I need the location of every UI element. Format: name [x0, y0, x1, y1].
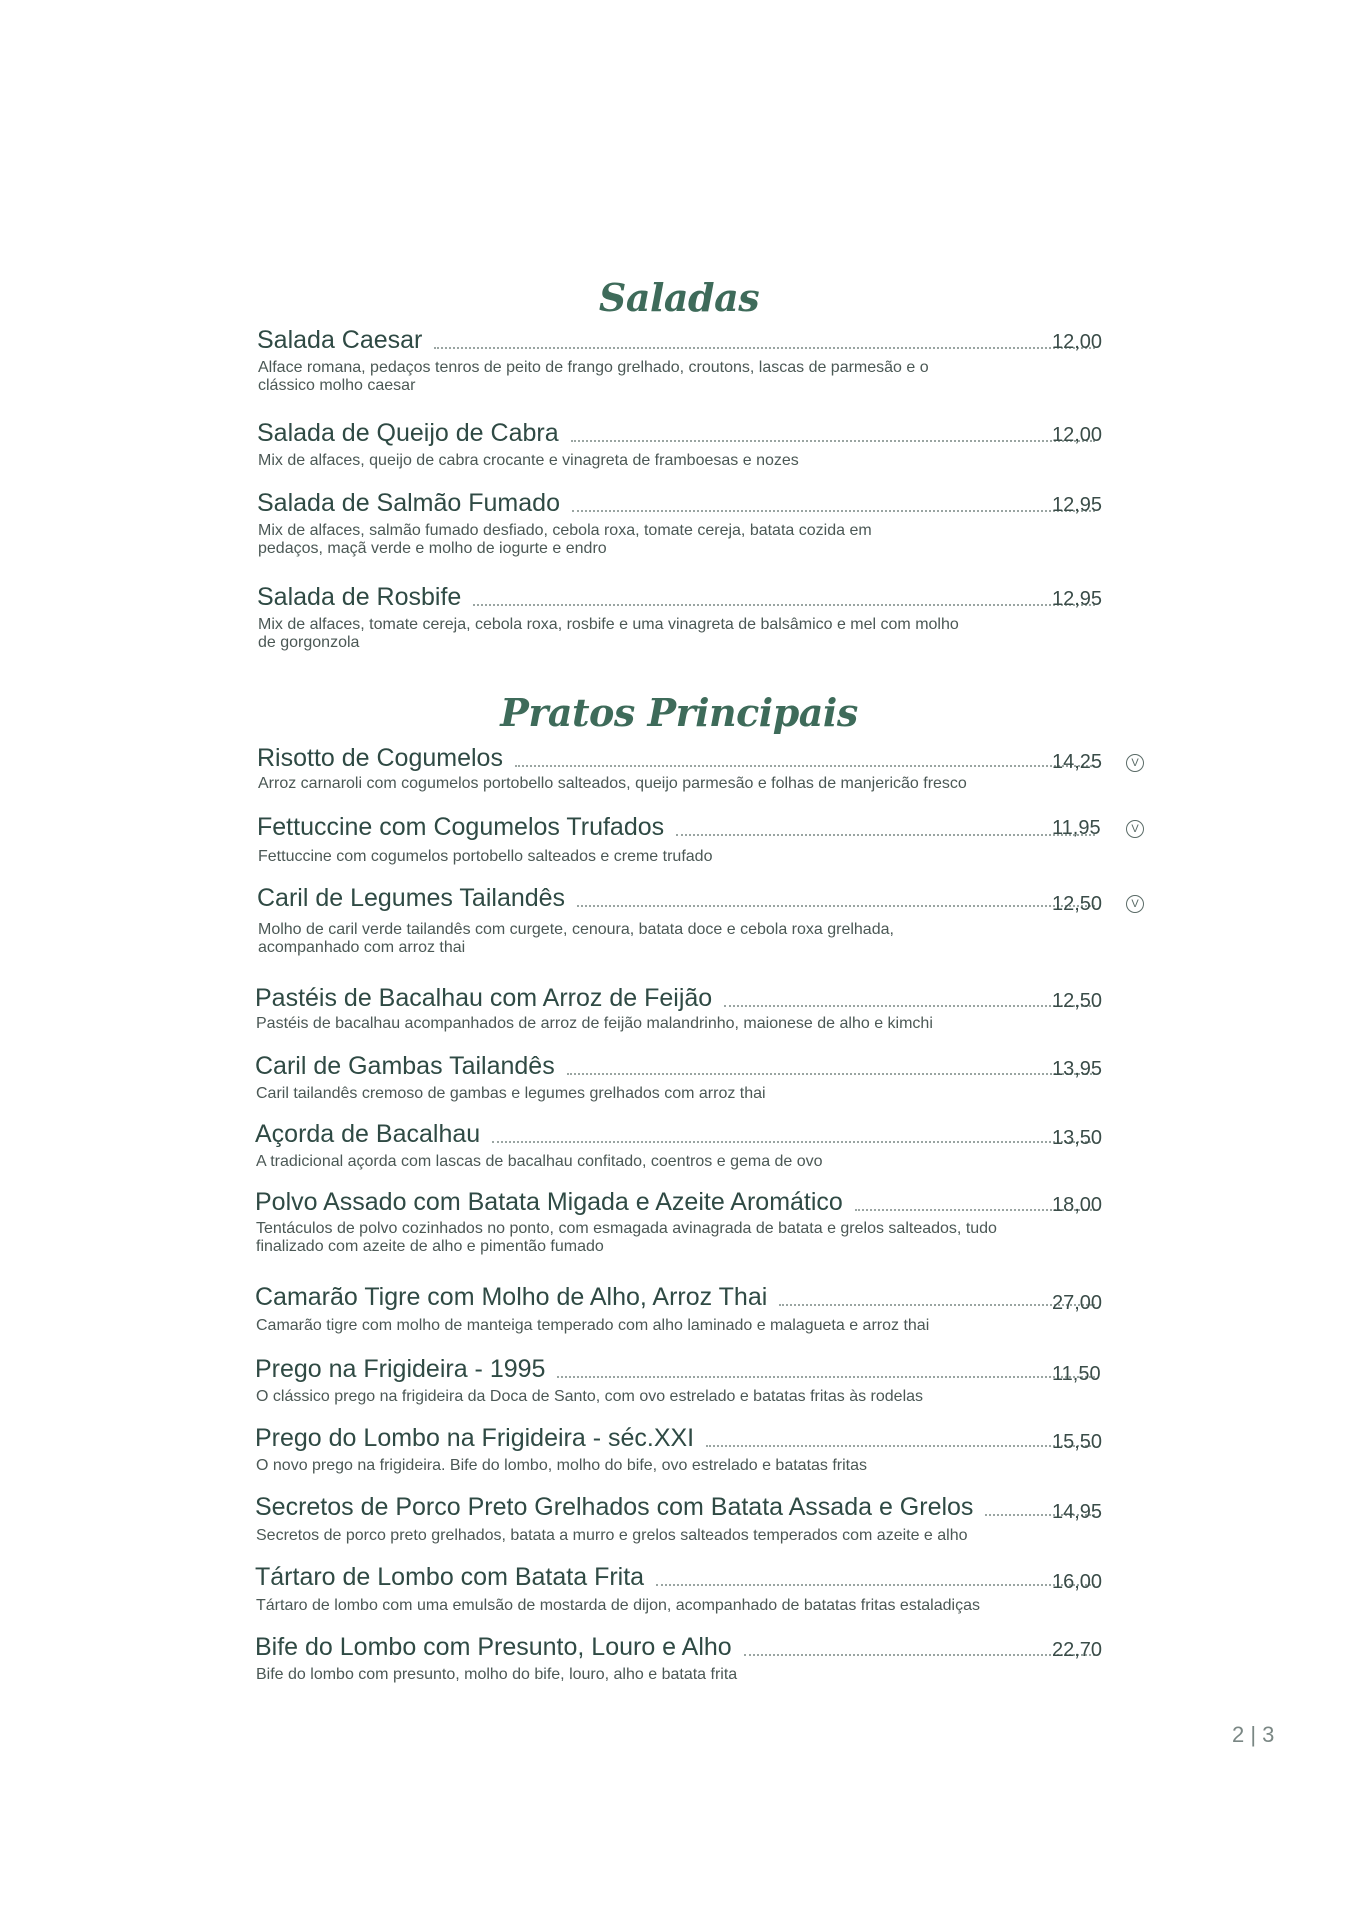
item-name: Prego na Frigideira - 1995 — [255, 1355, 546, 1383]
item-description: Camarão tigre com molho de manteiga temperado com alho laminado e malagueta e arroz thai — [256, 1317, 930, 1334]
item-description: O novo prego na frigideira. Bife do lombo, molho do bife, ovo estrelado e batatas fritas — [256, 1457, 868, 1474]
item-description: Alface romana, pedaços tenros de peito de frango grelhado, croutons, lascas de parmesão e o clássico molho caesar — [258, 359, 929, 394]
vegetarian-icon: V — [1126, 895, 1144, 913]
section-title-saladas: Saladas — [598, 275, 760, 320]
dot-leader — [577, 905, 1095, 907]
item-price: 15,50 — [1052, 1431, 1103, 1453]
item-price: 16,00 — [1052, 1571, 1103, 1593]
item-price: 13,95 — [1052, 1058, 1103, 1080]
dot-leader — [706, 1445, 1095, 1447]
dot-leader — [572, 510, 1095, 512]
item-description: Tentáculos de polvo cozinhados no ponto, com esmagada avinagrada de batata e grelos salteados, tudo finalizado com azeite de alho e pimentão fumado — [256, 1220, 997, 1255]
item-description: Molho de caril verde tailandês com curgete, cenoura, batata doce e cebola roxa grelhada, acompanhado com arroz thai — [258, 921, 894, 956]
item-description: Arroz carnaroli com cogumelos portobello salteados, queijo parmesão e folhas de manjericão fresco — [258, 775, 967, 792]
item-name: Secretos de Porco Preto Grelhados com Batata Assada e Grelos — [255, 1493, 974, 1521]
item-price: 12,50 — [1052, 990, 1103, 1012]
item-description: O clássico prego na frigideira da Doca de Santo, com ovo estrelado e batatas fritas às rodelas — [256, 1388, 924, 1405]
dot-leader — [434, 347, 1095, 349]
item-name: Fettuccine com Cogumelos Trufados — [257, 813, 665, 841]
item-name: Pastéis de Bacalhau com Arroz de Feijão — [255, 984, 713, 1012]
item-name: Açorda de Bacalhau — [255, 1120, 481, 1148]
dot-leader — [656, 1584, 1095, 1586]
item-price: 14,25 — [1052, 751, 1103, 773]
dot-leader — [779, 1304, 1095, 1306]
item-name: Salada de Rosbife — [257, 583, 462, 611]
item-description: Secretos de porco preto grelhados, batata a murro e grelos salteados temperados com azeite e alho — [256, 1527, 968, 1544]
dot-leader — [473, 604, 1095, 606]
item-price: 12,95 — [1052, 494, 1103, 516]
item-name: Tártaro de Lombo com Batata Frita — [255, 1563, 645, 1591]
item-price: 27,00 — [1052, 1292, 1103, 1314]
item-price: 12,95 — [1052, 588, 1103, 610]
dot-leader — [515, 765, 1095, 767]
item-description: Pastéis de bacalhau acompanhados de arroz de feijão malandrinho, maionese de alho e kimchi — [256, 1015, 933, 1032]
item-price: 22,70 — [1052, 1639, 1103, 1661]
dot-leader — [744, 1654, 1095, 1656]
dot-leader — [492, 1141, 1095, 1143]
item-price: 14,95 — [1052, 1501, 1103, 1523]
section-title-pratos-principais: Pratos Principais — [500, 690, 858, 735]
item-name: Caril de Legumes Tailandês — [257, 884, 566, 912]
item-name: Salada de Salmão Fumado — [257, 489, 560, 517]
dot-leader — [724, 1005, 1095, 1007]
dot-leader — [571, 440, 1095, 442]
item-name: Camarão Tigre com Molho de Alho, Arroz Thai — [255, 1283, 768, 1311]
item-name: Polvo Assado com Batata Migada e Azeite Aromático — [255, 1188, 843, 1216]
page-number: 2 | 3 — [1232, 1722, 1275, 1747]
item-description: Mix de alfaces, salmão fumado desfiado, cebola roxa, tomate cereja, batata cozida em pedaços, maçã verde e molho de iogurte e endro — [258, 522, 872, 557]
item-price: 12,00 — [1052, 424, 1103, 446]
item-description: Mix de alfaces, queijo de cabra crocante e vinagreta de framboesas e nozes — [258, 452, 799, 469]
item-price: 11,95 — [1052, 817, 1101, 839]
vegetarian-icon: V — [1126, 820, 1144, 838]
item-description: Bife do lombo com presunto, molho do bife, louro, alho e batata frita — [256, 1666, 738, 1683]
item-name: Bife do Lombo com Presunto, Louro e Alho — [255, 1633, 732, 1661]
item-name: Prego do Lombo na Frigideira - séc.XXI — [255, 1424, 695, 1452]
item-name: Salada Caesar — [257, 326, 423, 354]
dot-leader — [676, 834, 1095, 836]
item-description: Tártaro de lombo com uma emulsão de mostarda de dijon, acompanhado de batatas fritas estaladiças — [256, 1597, 980, 1614]
item-price: 12,00 — [1052, 331, 1103, 353]
item-description: Caril tailandês cremoso de gambas e legumes grelhados com arroz thai — [256, 1085, 766, 1102]
dot-leader — [557, 1376, 1095, 1378]
item-price: 11,50 — [1052, 1363, 1101, 1385]
item-price: 18,00 — [1052, 1194, 1103, 1216]
item-price: 13,50 — [1052, 1127, 1103, 1149]
item-name: Risotto de Cogumelos — [257, 744, 503, 772]
item-description: A tradicional açorda com lascas de bacalhau confitado, coentros e gema de ovo — [256, 1153, 823, 1170]
item-name: Salada de Queijo de Cabra — [257, 419, 559, 447]
item-description: Mix de alfaces, tomate cereja, cebola roxa, rosbife e uma vinagreta de balsâmico e mel com molho de gorgonzola — [258, 616, 959, 651]
item-name: Caril de Gambas Tailandês — [255, 1052, 555, 1080]
item-price: 12,50 — [1052, 893, 1103, 915]
dot-leader — [567, 1073, 1095, 1075]
vegetarian-icon: V — [1126, 754, 1144, 772]
item-description: Fettuccine com cogumelos portobello salteados e creme trufado — [258, 848, 713, 865]
